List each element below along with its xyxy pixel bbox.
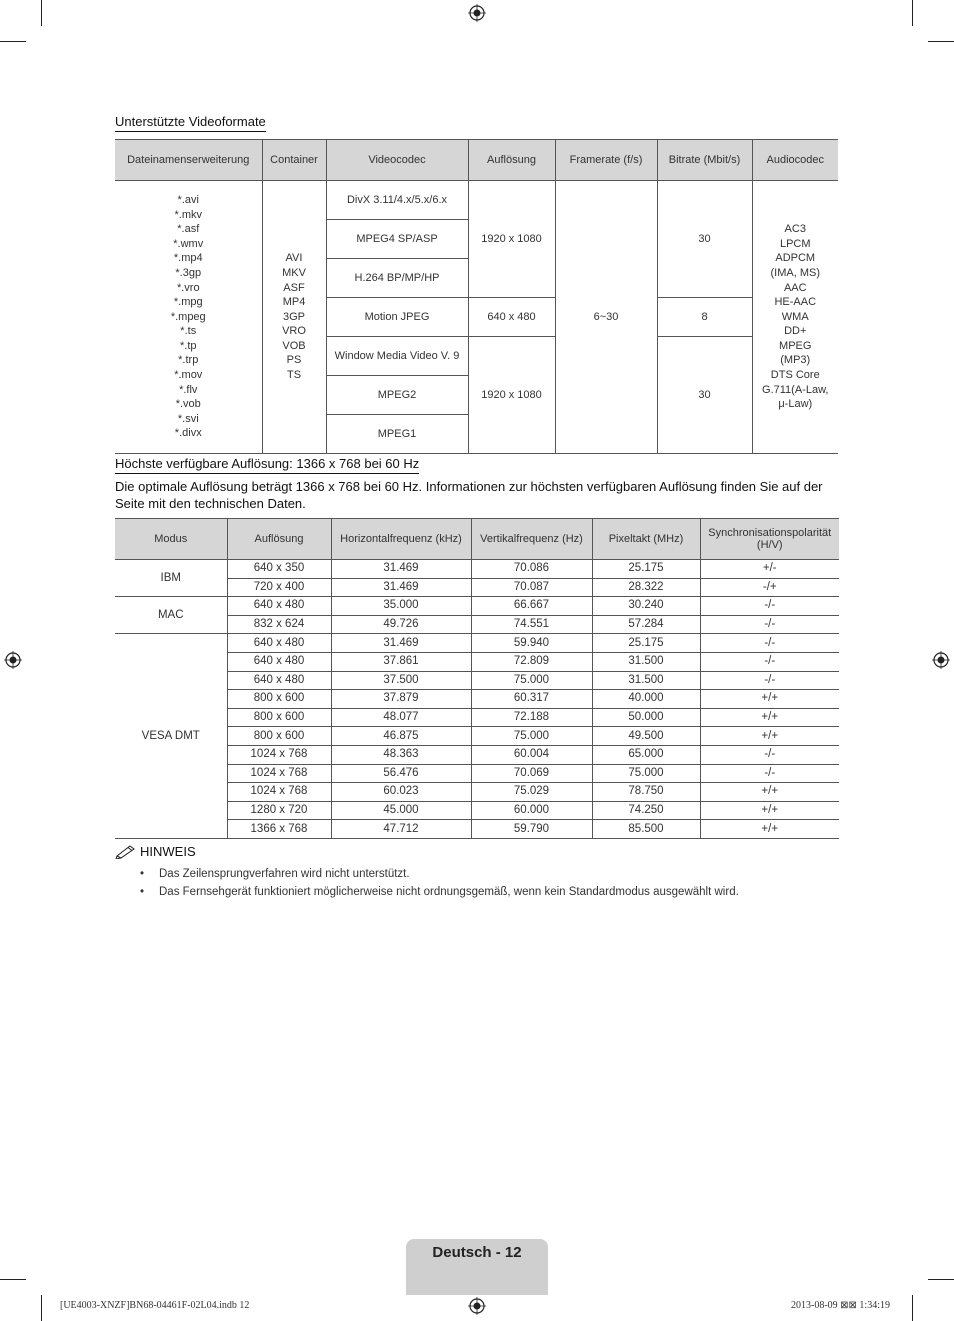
- registration-mark-icon: [468, 4, 486, 22]
- container: MKV: [282, 266, 306, 279]
- table-cell: 47.712: [331, 820, 471, 839]
- table-cell: 70.087: [471, 578, 592, 597]
- table-cell: 25.175: [592, 634, 700, 653]
- page-number: Deutsch - 12: [432, 1244, 522, 1261]
- audiocodecs-cell: [752, 181, 838, 454]
- footer-timestamp: 2013-08-09 ⊠⊠ 1:34:19: [791, 1300, 890, 1311]
- audiocodec: G.711(A-Law,: [762, 383, 829, 396]
- audiocodec: AC3: [784, 223, 806, 236]
- col-header: Dateinamenserweiterung: [115, 140, 262, 181]
- table-cell: 800 x 600: [227, 727, 331, 746]
- col-header: Framerate (f/s): [555, 140, 657, 181]
- table-cell: 70.086: [471, 560, 592, 579]
- table-header-row: [115, 140, 838, 181]
- table-cell: -/-: [700, 764, 839, 783]
- table-cell: 1024 x 768: [227, 783, 331, 802]
- table-cell: 1366 x 768: [227, 820, 331, 839]
- crop-mark: [912, 0, 913, 26]
- table-cell: 40.000: [592, 690, 700, 709]
- mode-cell: VESA DMT: [115, 634, 227, 839]
- registration-mark-icon: [468, 1297, 486, 1315]
- crop-mark: [0, 41, 26, 42]
- table-cell: 640 x 480: [227, 652, 331, 671]
- table-cell: 48.077: [331, 708, 471, 727]
- table-cell: 60.000: [471, 801, 592, 820]
- table-cell: 60.317: [471, 690, 592, 709]
- col-header: Auflösung: [227, 519, 331, 560]
- table-cell: 640 x 350: [227, 560, 331, 579]
- extension: *.mpg: [173, 296, 203, 309]
- table-cell: 25.175: [592, 560, 700, 579]
- audiocodec: DTS Core: [770, 369, 820, 382]
- bullet: •: [140, 886, 145, 898]
- pencil-icon: [115, 843, 137, 859]
- col-header: Horizontalfrequenz (kHz): [331, 519, 471, 560]
- audiocodec: DD+: [784, 325, 807, 338]
- table-cell: 74.250: [592, 801, 700, 820]
- table-cell: +/+: [700, 783, 839, 802]
- audiocodec: ADPCM: [775, 252, 816, 265]
- col-header: Pixeltakt (MHz): [592, 519, 700, 560]
- registration-mark-icon: [932, 651, 950, 669]
- extension: *.svi: [177, 412, 199, 425]
- table-cell: 720 x 400: [227, 578, 331, 597]
- table-cell: 1024 x 768: [227, 764, 331, 783]
- crop-mark: [0, 1279, 26, 1280]
- table-cell: 37.500: [331, 671, 471, 690]
- extension: *.divx: [174, 427, 202, 440]
- container: PS: [286, 354, 302, 367]
- bullet: •: [140, 868, 145, 880]
- table-cell: 49.500: [592, 727, 700, 746]
- table-cell: +/+: [700, 708, 839, 727]
- table-cell: 800 x 600: [227, 690, 331, 709]
- table-row: [115, 597, 839, 616]
- audiocodec: MPEG: [779, 339, 812, 352]
- table-cell: 35.000: [331, 597, 471, 616]
- table-cell: 57.284: [592, 615, 700, 634]
- table-cell: 640 x 480: [227, 671, 331, 690]
- table-cell: 37.879: [331, 690, 471, 709]
- table-cell: 46.875: [331, 727, 471, 746]
- table-cell: 56.476: [331, 764, 471, 783]
- crop-mark: [928, 41, 954, 42]
- table-cell: 37.861: [331, 652, 471, 671]
- resolution-paragraph: Die optimale Auflösung beträgt 1366 x 768 bei 60 Hz. Informationen zur höchsten verfügbaren Auflösung finden Sie auf der Seite mit den technischen Daten.: [115, 479, 823, 511]
- container: ASF: [283, 281, 305, 294]
- codec-cell: DivX 3.11/4.x/5.x/6.x: [326, 181, 468, 220]
- table-cell: 28.322: [592, 578, 700, 597]
- audiocodec: LPCM: [779, 237, 811, 250]
- notes-list: [140, 865, 739, 901]
- extension: *.mp4: [173, 252, 203, 265]
- note-heading-label: HINWEIS: [140, 843, 196, 859]
- container: MP4: [282, 296, 306, 309]
- codec-cell: Window Media Video V. 9: [326, 337, 468, 376]
- note-heading: [115, 843, 196, 859]
- col-header: Container: [262, 140, 326, 181]
- table-cell: 640 x 480: [227, 634, 331, 653]
- list-item: [140, 865, 739, 883]
- table-cell: 31.469: [331, 560, 471, 579]
- table-cell: +/+: [700, 690, 839, 709]
- extensions-cell: [115, 181, 262, 454]
- table-cell: -/-: [700, 634, 839, 653]
- col-header: Auflösung: [468, 140, 555, 181]
- extension: *.mov: [174, 369, 203, 382]
- video-formats-table: [115, 139, 838, 454]
- col-header: Vertikalfrequenz (Hz): [471, 519, 592, 560]
- resolution-cell: 1920 x 1080: [468, 337, 555, 454]
- table-cell: 75.000: [592, 764, 700, 783]
- containers-cell: [262, 181, 326, 454]
- table-cell: 45.000: [331, 801, 471, 820]
- table-cell: 50.000: [592, 708, 700, 727]
- extension: *.mpeg: [170, 310, 206, 323]
- table-cell: 60.004: [471, 745, 592, 764]
- table-cell: 49.726: [331, 615, 471, 634]
- table-cell: +/+: [700, 727, 839, 746]
- extension: *.tp: [179, 339, 197, 352]
- table-cell: -/-: [700, 597, 839, 616]
- list-item: [140, 883, 739, 901]
- extension: *.wmv: [173, 237, 204, 250]
- container: TS: [286, 369, 302, 382]
- table-cell: 85.500: [592, 820, 700, 839]
- table-cell: -/-: [700, 745, 839, 764]
- table-cell: -/-: [700, 652, 839, 671]
- crop-mark: [912, 1295, 913, 1321]
- table-cell: +/-: [700, 560, 839, 579]
- codec-cell: H.264 BP/MP/HP: [326, 259, 468, 298]
- extension: *.vro: [176, 281, 200, 294]
- footer-file-info: [UE4003-XNZF]BN68-04461F-02L04.indb 12: [60, 1300, 250, 1311]
- note-text: Das Zeilensprungverfahren wird nicht unterstützt.: [159, 868, 410, 880]
- audiocodec: HE-AAC: [774, 296, 817, 309]
- extension: *.flv: [179, 383, 198, 396]
- table-cell: 640 x 480: [227, 597, 331, 616]
- table-cell: 1280 x 720: [227, 801, 331, 820]
- col-header: Synchronisationspolarität (H/V): [700, 519, 839, 560]
- extension: *.mkv: [174, 208, 202, 221]
- extension: *.trp: [178, 354, 199, 367]
- container: 3GP: [282, 310, 305, 323]
- table-cell: 31.469: [331, 634, 471, 653]
- resolution-table-body: [115, 560, 839, 839]
- table-cell: -/+: [700, 578, 839, 597]
- table-row: [115, 634, 839, 653]
- mode-cell: IBM: [115, 560, 227, 597]
- table-cell: 832 x 624: [227, 615, 331, 634]
- table-cell: 72.809: [471, 652, 592, 671]
- table-cell: 78.750: [592, 783, 700, 802]
- col-header: Modus: [115, 519, 227, 560]
- table-cell: -/-: [700, 615, 839, 634]
- table-cell: +/+: [700, 820, 839, 839]
- table-cell: +/+: [700, 801, 839, 820]
- framerate-cell: 6~30: [555, 181, 657, 454]
- table-cell: 75.029: [471, 783, 592, 802]
- bitrate-cell: 8: [657, 298, 752, 337]
- video-formats-title: Unterstützte Videoformate: [115, 114, 266, 132]
- col-header: Audiocodec: [752, 140, 838, 181]
- table-row: [115, 181, 838, 220]
- audiocodec: (IMA, MS): [770, 266, 820, 279]
- table-cell: 75.000: [471, 671, 592, 690]
- extension: *.vob: [175, 398, 201, 411]
- table-cell: 66.667: [471, 597, 592, 616]
- table-cell: 75.000: [471, 727, 592, 746]
- resolution-cell: 1920 x 1080: [468, 181, 555, 298]
- audiocodec: WMA: [781, 310, 809, 323]
- mode-cell: MAC: [115, 597, 227, 634]
- crop-mark: [41, 1295, 42, 1321]
- codec-cell: MPEG4 SP/ASP: [326, 220, 468, 259]
- codec-cell: MPEG1: [326, 415, 468, 454]
- audiocodec: AAC: [783, 281, 807, 294]
- table-row: [115, 560, 839, 579]
- codec-cell: Motion JPEG: [326, 298, 468, 337]
- table-cell: 31.469: [331, 578, 471, 597]
- extension: *.avi: [177, 193, 199, 206]
- table-cell: 30.240: [592, 597, 700, 616]
- table-cell: 72.188: [471, 708, 592, 727]
- bitrate-cell: 30: [657, 181, 752, 298]
- table-cell: 31.500: [592, 652, 700, 671]
- table-cell: 65.000: [592, 745, 700, 764]
- table-cell: 74.551: [471, 615, 592, 634]
- audiocodec: (MP3): [780, 354, 811, 367]
- table-cell: 59.790: [471, 820, 592, 839]
- table-cell: 1024 x 768: [227, 745, 331, 764]
- col-header: Videocodec: [326, 140, 468, 181]
- table-cell: 59.940: [471, 634, 592, 653]
- bitrate-cell: 30: [657, 337, 752, 454]
- crop-mark: [41, 0, 42, 26]
- audiocodec: μ-Law): [778, 398, 813, 411]
- table-cell: 800 x 600: [227, 708, 331, 727]
- container: VRO: [282, 325, 306, 338]
- col-header: Bitrate (Mbit/s): [657, 140, 752, 181]
- table-cell: 31.500: [592, 671, 700, 690]
- table-cell: 60.023: [331, 783, 471, 802]
- resolution-cell: 640 x 480: [468, 298, 555, 337]
- table-cell: 70.069: [471, 764, 592, 783]
- table-cell: -/-: [700, 671, 839, 690]
- extension: *.3gp: [175, 266, 202, 279]
- table-header-row: [115, 519, 839, 560]
- crop-mark: [928, 1279, 954, 1280]
- resolution-table: [115, 518, 839, 839]
- container: VOB: [282, 339, 306, 352]
- note-text: Das Fernsehgerät funktioniert möglicherweise nicht ordnungsgemäß, wenn kein Standardmodus ausgewählt wird.: [159, 886, 739, 898]
- table-cell: 48.363: [331, 745, 471, 764]
- extension: *.ts: [180, 325, 197, 338]
- max-resolution-title: Höchste verfügbare Auflösung: 1366 x 768 bei 60 Hz: [115, 456, 419, 474]
- extension: *.asf: [177, 223, 200, 236]
- registration-mark-icon: [4, 651, 22, 669]
- codec-cell: MPEG2: [326, 376, 468, 415]
- container: AVI: [285, 252, 303, 265]
